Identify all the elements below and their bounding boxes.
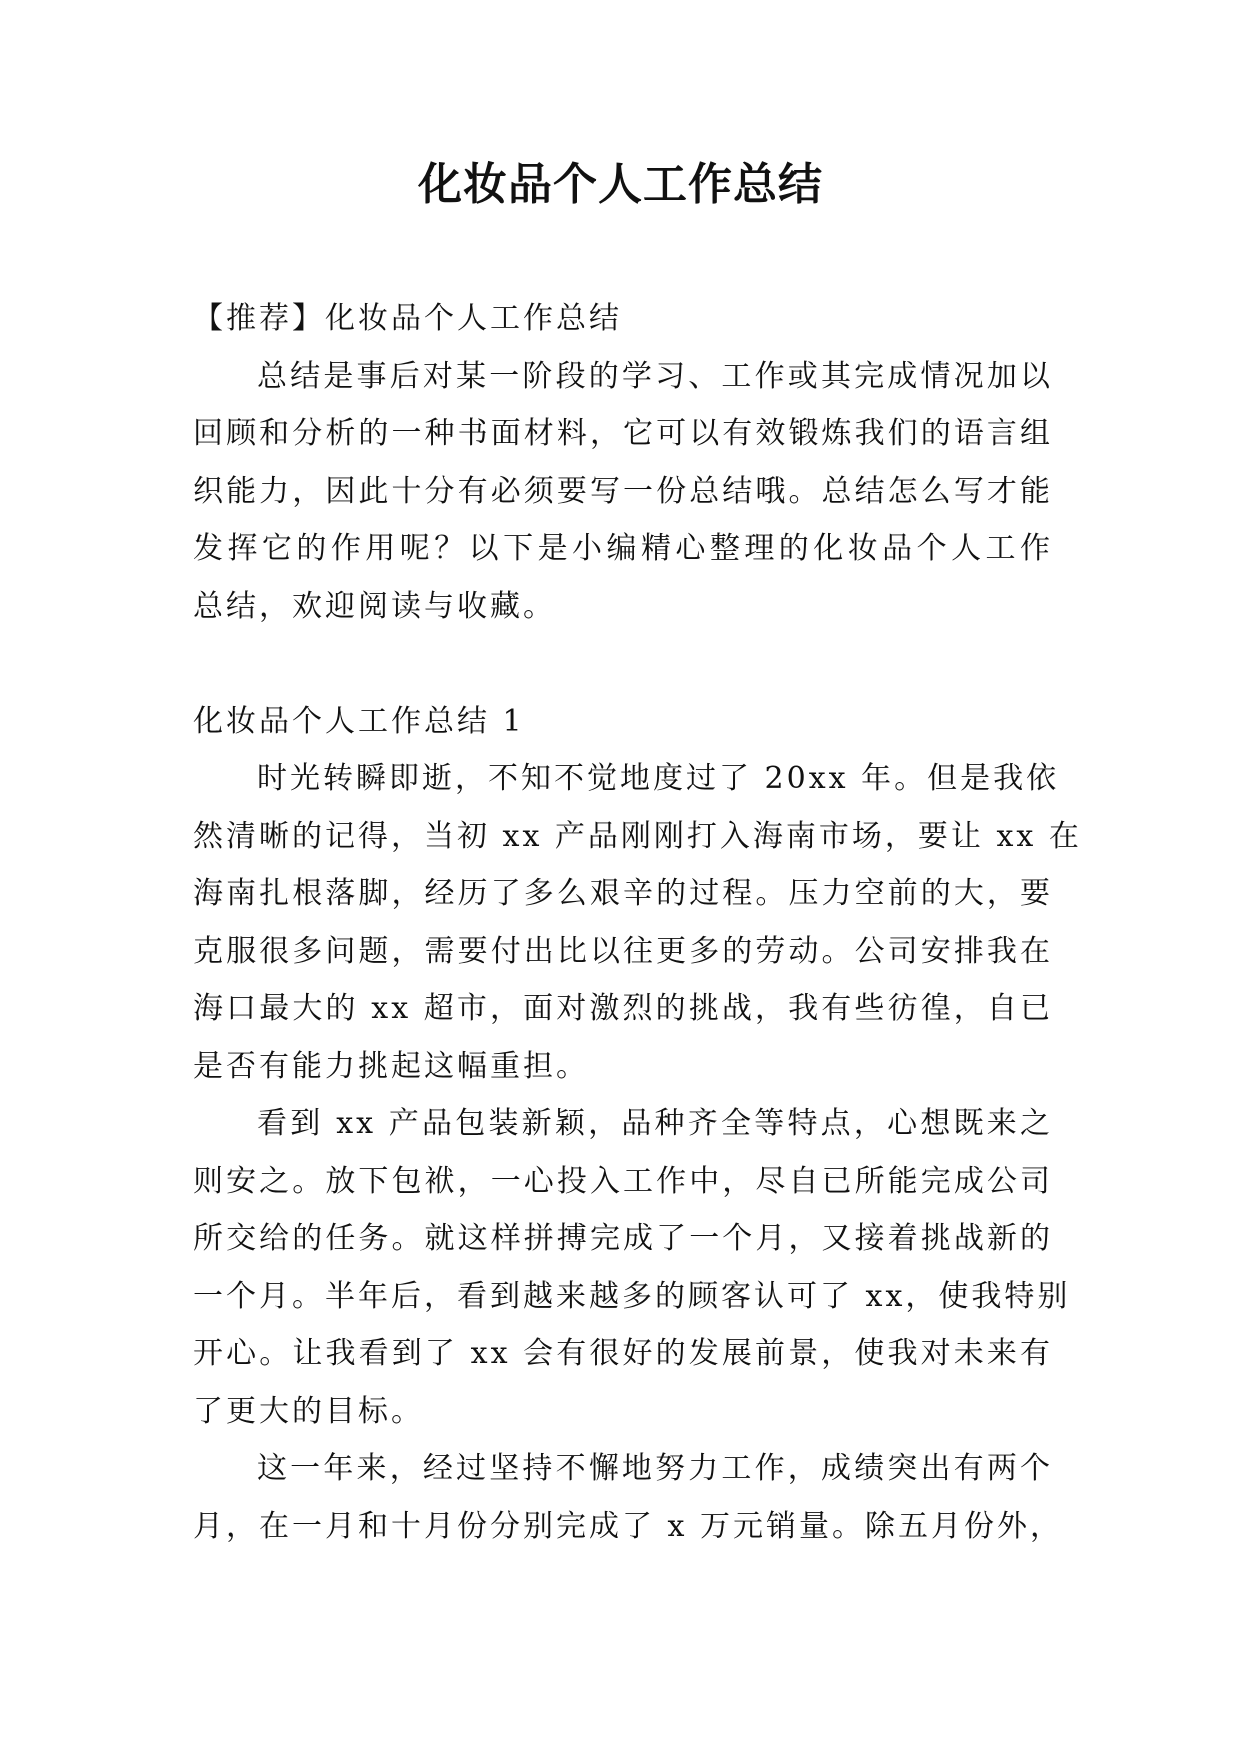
body-paragraph-1 (193, 750, 1082, 1095)
paragraph-line: 海南扎根落脚，经历了多么艰辛的过程。压力空前的大，要 (193, 876, 1053, 911)
intro-line: 织能力，因此十分有必须要写一份总结哦。总结怎么写才能 (193, 473, 1053, 509)
paragraph-line: 一个月。半年后，看到越来越多的顾客认可了 xx，使我特别 (193, 1278, 1071, 1314)
intro-heading: 【推荐】化妆品个人工作总结 (193, 301, 622, 336)
paragraph-line: 然清晰的记得，当初 xx 产品刚刚打入海南市场，要让 xx 在 (193, 818, 1082, 854)
paragraph-line: 开心。让我看到了 xx 会有很好的发展前景，使我对未来有 (193, 1336, 1053, 1371)
paragraph-line: 克服很多问题，需要付出比以往更多的劳动。公司安排我在 (193, 933, 1053, 969)
intro-paragraph (193, 348, 1053, 636)
paragraph-line: 是否有能力挑起这幅重担。 (193, 1048, 589, 1084)
intro-line: 回顾和分析的一种书面材料，它可以有效锻炼我们的语言组 (193, 416, 1053, 451)
body-paragraph-2 (193, 1095, 1071, 1440)
paragraph-line: 了更大的目标。 (193, 1393, 424, 1429)
section-heading: 化妆品个人工作总结 1 (193, 703, 525, 739)
paragraph-line: 月，在一月和十月份分别完成了 x 万元销量。除五月份外， (193, 1508, 1063, 1544)
document-body (193, 290, 1082, 1555)
paragraph-line: 则安之。放下包袱，一心投入工作中，尽自已所能完成公司 (193, 1163, 1053, 1199)
paragraph-line: 所交给的任务。就这样拼搏完成了一个月，又接着挑战新的 (193, 1221, 1053, 1256)
paragraph-line: 时光转瞬即逝，不知不觉地度过了 20xx 年。但是我依 (257, 761, 1060, 796)
paragraph-line: 这一年来，经过坚持不懈地努力工作，成绩突出有两个 (257, 1451, 1053, 1486)
document-title: 化妆品个人工作总结 (418, 159, 823, 210)
paragraph-line: 海口最大的 xx 超市，面对激烈的挑战，我有些彷徨，自已 (193, 991, 1053, 1026)
intro-line: 总结，欢迎阅读与收藏。 (193, 588, 556, 624)
body-paragraph-3 (193, 1440, 1063, 1555)
paragraph-gap (193, 635, 1053, 693)
intro-line: 总结是事后对某一阶段的学习、工作或其完成情况加以 (257, 358, 1053, 394)
paragraph-line: 看到 xx 产品包装新颖，品种齐全等特点，心想既来之 (257, 1106, 1053, 1141)
intro-line: 发挥它的作用呢？以下是小编精心整理的化妆品个人工作 (193, 531, 1053, 566)
